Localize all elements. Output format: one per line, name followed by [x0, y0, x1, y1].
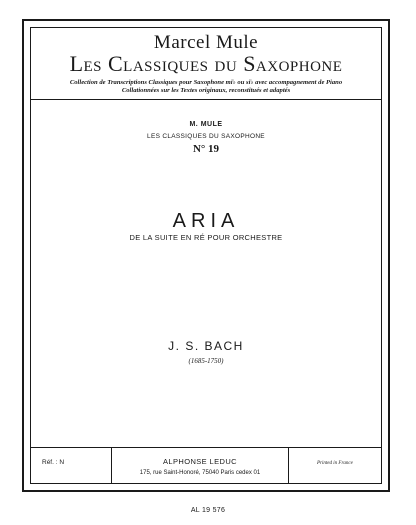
- publisher-box: [111, 448, 289, 484]
- printed-in-note: Printed in France: [317, 461, 353, 466]
- catalog-number: AL 19 576: [190, 507, 226, 514]
- publisher-name: ALPHONSE LEDUC: [163, 457, 237, 466]
- tagline-line2: Collationnées sur les Textes originaux, reconstitués et adaptés: [121, 87, 291, 94]
- inner-border: [30, 27, 382, 484]
- work-composer: J. S. BACH: [168, 339, 244, 353]
- work-title: ARIA: [172, 210, 240, 232]
- series-title: Les Classiques du Saxophone: [69, 51, 343, 76]
- footer-row: [30, 448, 382, 484]
- publisher-address: 175, rue Saint-Honoré, 75040 Paris cedex 01: [139, 470, 261, 476]
- edition-editor: M. MULE: [189, 121, 223, 128]
- tagline-line1: Collection de Transcriptions Classiques pour Saxophone mi♭ ou si♭ avec accompagnement de Piano: [69, 79, 343, 86]
- work-subtitle: DE LA SUITE EN RÉ POUR ORCHESTRE: [129, 233, 283, 242]
- composer-dates: (1685-1750): [188, 357, 224, 365]
- header-divider: [30, 99, 382, 100]
- header-composer: Marcel Mule: [153, 32, 259, 53]
- edition-series: LES CLASSIQUES DU SAXOPHONE: [147, 133, 265, 140]
- edition-number: N° 19: [192, 143, 220, 155]
- reference-code: Réf. : N: [42, 459, 65, 466]
